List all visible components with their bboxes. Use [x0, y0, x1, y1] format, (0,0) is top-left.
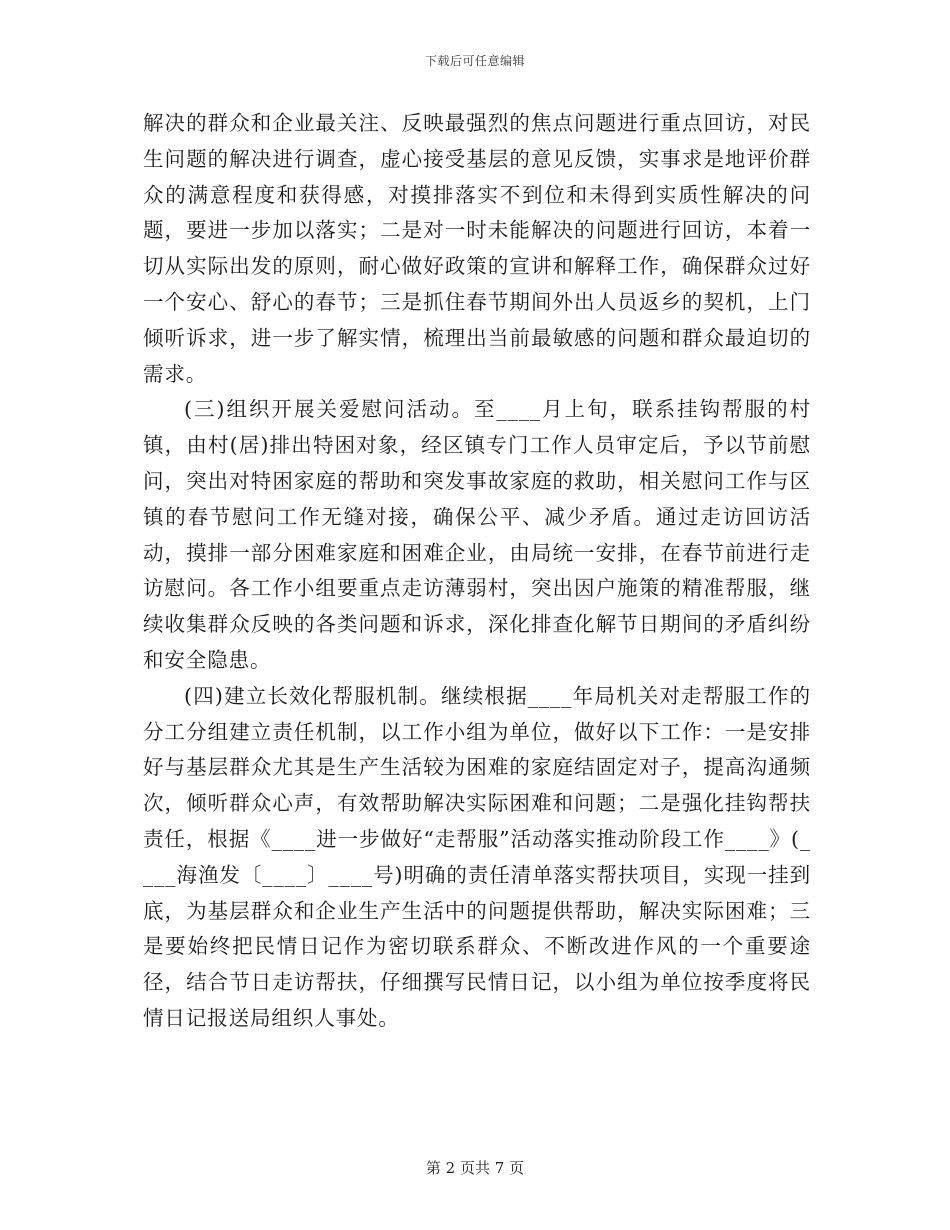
paragraph-continuation: 解决的群众和企业最关注、反映最强烈的焦点问题进行重点回访，对民生问题的解决进行调查，虚心接受基层的意见反馈，实事求是地评价群众的满意程度和获得感，对摸排落实不到位和未得到实质性解决的问题，要进一步加以落实；二是对一时未能解决的问题进行回访，本着一切从实际出发的原则，耐心做好政策的宣讲和解释工作，确保群众过好一个安心、舒心的春节；三是抓住春节期间外出人员返乡的契机，上门倾听诉求，进一步了解实情，梳理出当前最敏感的问题和群众最迫切的需求。 — [143, 111, 811, 386]
paragraph-section-4: (四)建立长效化帮服机制。继续根据____年局机关对走帮服工作的分工分组建立责任机制，以工作小组为单位，做好以下工作：一是安排好与基层群众尤其是生产生活较为困难的家庭结固定对子，提高沟通频次，倾听群众心声，有效帮助解决实际困难和问题；二是强化挂钩帮扶责任，根据《____进一步做好“走帮服”活动落实推动阶段工作____》(____海渔发〔____〕____号)明确的责任清单落实帮扶项目，实现一挂到底，为基层群众和企业生产生活中的问题提供帮助，解决实际困难；三是要始终把民情日记作为密切联系群众、不断改进作风的一个重要途径，结合节日走访帮扶，仔细撰写民情日记，以小组为单位按季度将民情日记报送局组织人事处。 — [143, 683, 811, 1030]
paragraph-section-3: (三)组织开展关爱慰问活动。至____月上旬，联系挂钩帮服的村镇，由村(居)排出特困对象，经区镇专门工作人员审定后，予以节前慰问，突出对特困家庭的帮助和突发事故家庭的救助，相关慰问工作与区镇的春节慰问工作无缝对接，确保公平、减少矛盾。通过走访回访活动，摸排一部分困难家庭和困难企业，由局统一安排，在春节前进行走访慰问。各工作小组要重点走访薄弱村，突出因户施策的精准帮服，继续收集群众反映的各类问题和诉求，深化排查化解节日期间的矛盾纠纷和安全隐患。 — [143, 397, 811, 672]
document-body — [143, 106, 811, 1037]
page-number-footer: 第 2 页共 7 页 — [425, 1159, 525, 1177]
page-header: 下载后可任意编辑 — [424, 54, 525, 68]
